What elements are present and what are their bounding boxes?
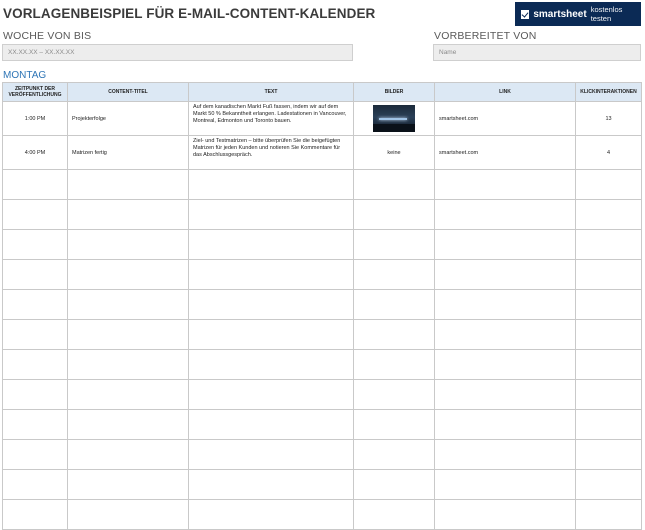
empty-cell[interactable] bbox=[3, 470, 68, 500]
empty-cell[interactable] bbox=[576, 440, 642, 470]
empty-cell[interactable] bbox=[354, 380, 435, 410]
empty-cell[interactable] bbox=[576, 500, 642, 530]
cell-text[interactable]: Auf dem kanadischen Markt Fuß fassen, indem wir auf dem Markt 50 % Bekanntheit erlangen. Ladestationen in Vancouver, Montreal, Edmonton und Toronto bauen. bbox=[189, 102, 354, 136]
header-images: BILDER bbox=[354, 83, 435, 102]
empty-table-row bbox=[3, 290, 642, 320]
empty-cell[interactable] bbox=[354, 260, 435, 290]
empty-cell[interactable] bbox=[68, 290, 189, 320]
empty-cell[interactable] bbox=[576, 380, 642, 410]
table-row bbox=[3, 136, 642, 170]
empty-cell[interactable] bbox=[3, 440, 68, 470]
banner-brand: smartsheet bbox=[533, 8, 587, 20]
empty-cell[interactable] bbox=[189, 470, 354, 500]
empty-cell[interactable] bbox=[68, 320, 189, 350]
empty-cell[interactable] bbox=[435, 350, 576, 380]
empty-table-row bbox=[3, 440, 642, 470]
empty-cell[interactable] bbox=[189, 350, 354, 380]
empty-table-row bbox=[3, 260, 642, 290]
empty-cell[interactable] bbox=[3, 410, 68, 440]
empty-cell[interactable] bbox=[354, 500, 435, 530]
page-title: VORLAGENBEISPIEL FÜR E-MAIL-CONTENT-KALENDER bbox=[3, 6, 376, 21]
empty-cell[interactable] bbox=[3, 500, 68, 530]
empty-cell[interactable] bbox=[68, 500, 189, 530]
empty-cell[interactable] bbox=[68, 200, 189, 230]
header-time: ZEITPUNKT DER VERÖFFENTLICHUNG bbox=[3, 83, 68, 102]
empty-table-row bbox=[3, 410, 642, 440]
empty-cell[interactable] bbox=[576, 230, 642, 260]
empty-cell[interactable] bbox=[68, 440, 189, 470]
empty-cell[interactable] bbox=[576, 470, 642, 500]
cell-time[interactable]: 1:00 PM bbox=[3, 102, 68, 136]
empty-cell[interactable] bbox=[435, 230, 576, 260]
empty-cell[interactable] bbox=[68, 380, 189, 410]
empty-cell[interactable] bbox=[435, 170, 576, 200]
empty-cell[interactable] bbox=[189, 290, 354, 320]
empty-cell[interactable] bbox=[576, 320, 642, 350]
empty-cell[interactable] bbox=[576, 170, 642, 200]
empty-cell[interactable] bbox=[354, 350, 435, 380]
empty-cell[interactable] bbox=[576, 200, 642, 230]
empty-cell[interactable] bbox=[68, 410, 189, 440]
day-heading: MONTAG bbox=[3, 70, 47, 81]
empty-cell[interactable] bbox=[189, 260, 354, 290]
empty-table-row bbox=[3, 200, 642, 230]
week-field[interactable]: XX.XX.XX – XX.XX.XX bbox=[2, 44, 353, 61]
empty-cell[interactable] bbox=[576, 410, 642, 440]
week-label: WOCHE VON BIS bbox=[3, 30, 92, 42]
content-calendar-table bbox=[2, 82, 642, 530]
empty-cell[interactable] bbox=[435, 200, 576, 230]
cell-clicks[interactable]: 13 bbox=[576, 102, 642, 136]
empty-cell[interactable] bbox=[435, 260, 576, 290]
empty-table-row bbox=[3, 170, 642, 200]
banner-cta: kostenlos testen bbox=[590, 5, 623, 23]
empty-cell[interactable] bbox=[189, 230, 354, 260]
empty-cell[interactable] bbox=[435, 470, 576, 500]
empty-table-row bbox=[3, 380, 642, 410]
cell-image[interactable]: keine bbox=[354, 136, 435, 170]
empty-cell[interactable] bbox=[576, 350, 642, 380]
smartsheet-banner[interactable] bbox=[515, 2, 641, 26]
table-row bbox=[3, 102, 642, 136]
empty-cell[interactable] bbox=[68, 230, 189, 260]
empty-cell[interactable] bbox=[435, 290, 576, 320]
cell-image[interactable] bbox=[354, 102, 435, 136]
empty-cell[interactable] bbox=[3, 260, 68, 290]
empty-cell[interactable] bbox=[189, 170, 354, 200]
empty-cell[interactable] bbox=[354, 470, 435, 500]
empty-cell[interactable] bbox=[189, 500, 354, 530]
empty-cell[interactable] bbox=[189, 380, 354, 410]
empty-cell[interactable] bbox=[3, 230, 68, 260]
empty-cell[interactable] bbox=[435, 380, 576, 410]
cell-title[interactable]: Matrizen fertig bbox=[68, 136, 189, 170]
empty-cell[interactable] bbox=[68, 470, 189, 500]
cell-link[interactable]: smartsheet.com bbox=[435, 136, 576, 170]
empty-table-row bbox=[3, 230, 642, 260]
empty-cell[interactable] bbox=[435, 410, 576, 440]
empty-cell[interactable] bbox=[3, 170, 68, 200]
prepared-by-field[interactable]: Name bbox=[433, 44, 641, 61]
empty-table-row bbox=[3, 470, 642, 500]
empty-cell[interactable] bbox=[354, 410, 435, 440]
cell-link[interactable]: smartsheet.com bbox=[435, 102, 576, 136]
cell-title[interactable]: Projekterfolge bbox=[68, 102, 189, 136]
empty-cell[interactable] bbox=[435, 500, 576, 530]
empty-cell[interactable] bbox=[576, 260, 642, 290]
empty-cell[interactable] bbox=[189, 200, 354, 230]
empty-cell[interactable] bbox=[3, 380, 68, 410]
empty-cell[interactable] bbox=[354, 440, 435, 470]
empty-cell[interactable] bbox=[354, 170, 435, 200]
empty-cell[interactable] bbox=[354, 230, 435, 260]
empty-cell[interactable] bbox=[576, 290, 642, 320]
night-city-image bbox=[373, 105, 415, 132]
cell-time[interactable]: 4:00 PM bbox=[3, 136, 68, 170]
empty-cell[interactable] bbox=[354, 320, 435, 350]
empty-cell[interactable] bbox=[68, 260, 189, 290]
empty-cell[interactable] bbox=[189, 320, 354, 350]
empty-cell[interactable] bbox=[354, 290, 435, 320]
cell-text[interactable]: Ziel- und Testmatrizen – bitte überprüfen Sie die beigefügten Matrizen für jeden Kunden und notieren Sie Kommentare für das Abschlussgespräch. bbox=[189, 136, 354, 170]
empty-cell[interactable] bbox=[68, 170, 189, 200]
header-title: CONTENT-TITEL bbox=[68, 83, 189, 102]
empty-table-row bbox=[3, 350, 642, 380]
empty-cell[interactable] bbox=[3, 350, 68, 380]
empty-cell[interactable] bbox=[189, 410, 354, 440]
header-text: TEXT bbox=[189, 83, 354, 102]
empty-cell[interactable] bbox=[3, 290, 68, 320]
cell-clicks[interactable]: 4 bbox=[576, 136, 642, 170]
header-link: LINK bbox=[435, 83, 576, 102]
empty-cell[interactable] bbox=[3, 320, 68, 350]
empty-cell[interactable] bbox=[68, 350, 189, 380]
table-header-row bbox=[3, 83, 642, 102]
empty-table-row bbox=[3, 320, 642, 350]
empty-cell[interactable] bbox=[354, 200, 435, 230]
header-clicks: KLICKINTERAKTIONEN bbox=[576, 83, 642, 102]
smartsheet-logo-icon bbox=[521, 10, 529, 19]
empty-cell[interactable] bbox=[435, 440, 576, 470]
empty-cell[interactable] bbox=[435, 320, 576, 350]
prepared-by-label: VORBEREITET VON bbox=[434, 30, 537, 42]
empty-table-row bbox=[3, 500, 642, 530]
empty-cell[interactable] bbox=[189, 440, 354, 470]
empty-cell[interactable] bbox=[3, 200, 68, 230]
